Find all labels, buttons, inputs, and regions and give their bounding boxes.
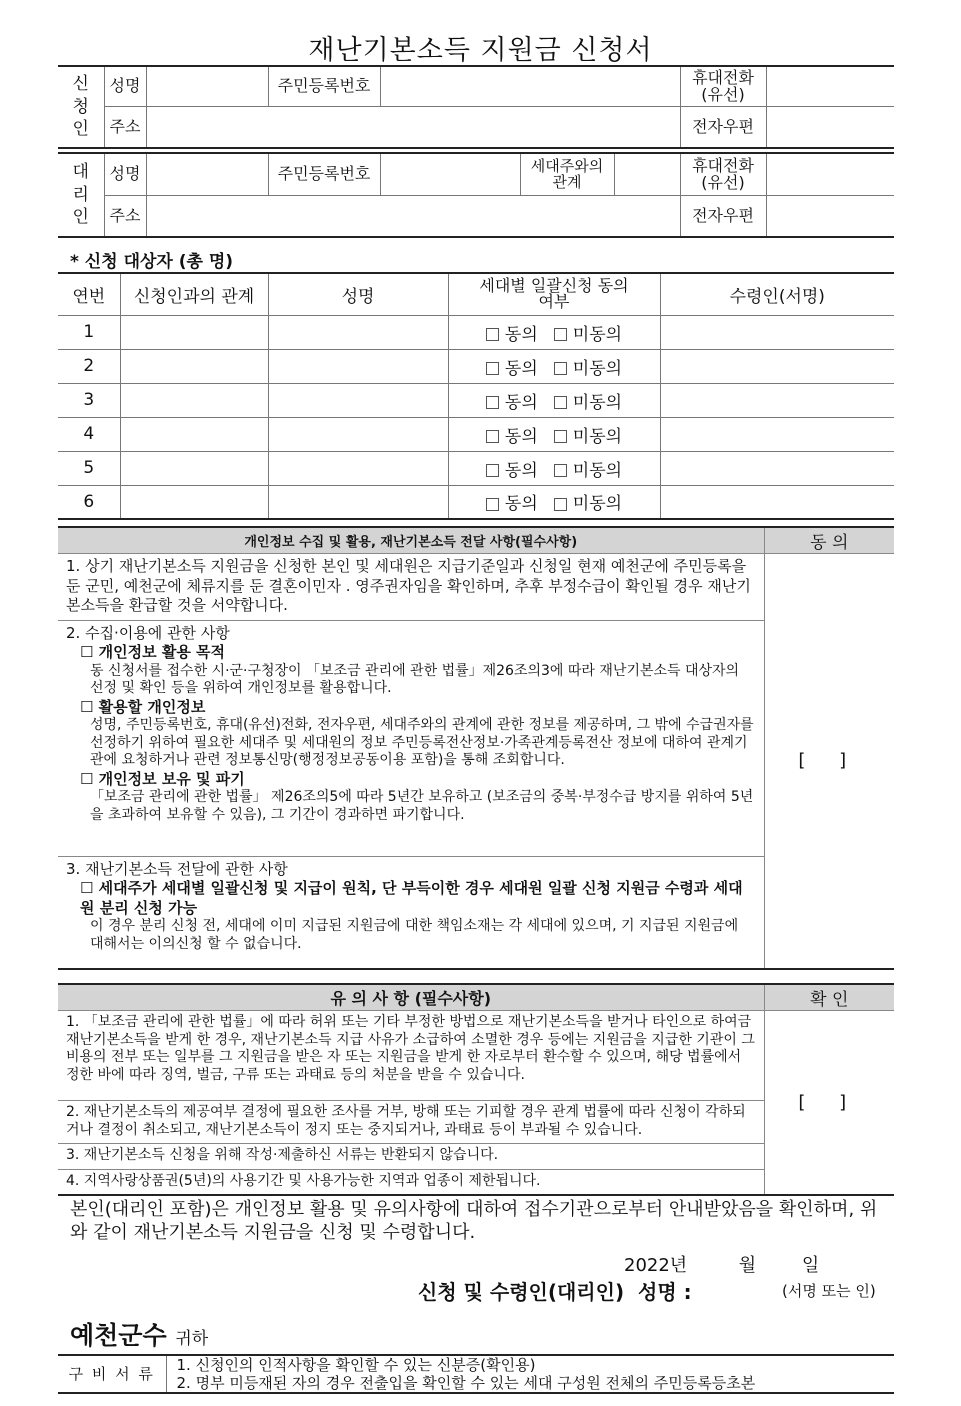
agent-table xyxy=(58,152,894,238)
applicant-email-field[interactable] xyxy=(766,106,894,148)
row-number: 5 xyxy=(58,451,120,485)
agree-label: 동의 xyxy=(504,460,538,481)
s2-title: 2. 수집·이용에 관한 사항 xyxy=(66,623,230,642)
col-header-name: 성명 xyxy=(268,273,448,315)
signature-label: 신청 및 수령인(대리인) 성명 : xyxy=(418,1280,692,1304)
agent-relation-label: 세대주와의 관계 xyxy=(520,153,614,195)
agent-label: 대 리 인 xyxy=(58,153,104,237)
applicant-address-label: 주소 xyxy=(104,106,146,148)
recipient-cell[interactable] xyxy=(660,417,894,451)
table-row xyxy=(58,383,894,417)
s2-purpose-body: 동 신청서를 접수한 시·군·구청장이 「보조금 관리에 관한 법률」제26조의3에 따라 재난기본소득 대상자의 선정 및 확인 등을 위하여 개인정보를 활용합니다. xyxy=(90,662,740,696)
s2-retention-body: 「보조금 관리에 관한 법률」 제26조의5에 따라 5년간 보유하고 (보조금의 중복·부정수급 방지를 위하여 5년을 초과하여 보유할 수 있음), 그 기간이 경과하면 파기합니다. xyxy=(90,789,754,823)
name-cell[interactable] xyxy=(268,315,448,349)
row-number: 6 xyxy=(58,485,120,519)
agree-label: 동의 xyxy=(504,324,538,345)
privacy-consent-checkbox[interactable]: [ ] xyxy=(764,554,894,969)
disagree-checkbox[interactable] xyxy=(554,362,567,375)
recipient-cell[interactable] xyxy=(660,383,894,417)
addressee xyxy=(70,1316,208,1352)
agent-address-field[interactable] xyxy=(146,195,680,237)
consent-cell xyxy=(448,383,660,417)
required-documents xyxy=(58,1354,894,1394)
relation-cell[interactable] xyxy=(120,451,268,485)
relation-cell[interactable] xyxy=(120,349,268,383)
addressee-name: 예천군수 xyxy=(70,1321,167,1350)
target-table xyxy=(58,272,894,520)
disagree-checkbox[interactable] xyxy=(554,498,567,511)
disagree-label: 미동의 xyxy=(572,324,623,345)
applicant-table xyxy=(58,65,894,149)
privacy-table xyxy=(58,526,894,970)
relation-cell[interactable] xyxy=(120,383,268,417)
applicant-rrn-label: 주민등록번호 xyxy=(268,66,380,106)
agree-checkbox[interactable] xyxy=(486,362,499,375)
disagree-checkbox[interactable] xyxy=(554,430,567,443)
sign-note: (서명 또는 인) xyxy=(782,1282,876,1300)
form-title: 재난기본소득 지원금 신청서 xyxy=(308,35,653,66)
s3-body: 이 경우 분리 신청 전, 세대에 이미 지급된 지원금에 대한 책임소재는 각 세대에 있으며, 기 지급된 지원금에 대해서는 이의신청 할 수 없습니다. xyxy=(90,918,739,952)
recipient-cell[interactable] xyxy=(660,485,894,519)
agent-address-label: 주소 xyxy=(104,195,146,237)
target-count: * 신청 대상자 (총 명) xyxy=(70,252,234,272)
applicant-email-label: 전자우편 xyxy=(680,106,766,148)
s2-info-body: 성명, 주민등록번호, 휴대(유선)전화, 전자우편, 세대주와의 관계에 관한 정보를 제공하며, 그 밖에 수급권자를 선정하기 위하여 필요한 세대주 및 세대원의 정보 주민등록전산정보·가족관계등록전산 정보에 대하여 관계기관에 요청하거나 관련 정보통신망(행정정보공동이용 포함)을 통해 조회합니다. xyxy=(90,717,754,768)
consent-cell xyxy=(448,417,660,451)
applicant-address-field[interactable] xyxy=(146,106,680,148)
agent-name-field[interactable] xyxy=(146,153,268,195)
col-header-consent: 세대별 일괄신청 동의여부 xyxy=(448,273,660,315)
consent-header: 동 의 xyxy=(764,527,894,554)
agree-checkbox[interactable] xyxy=(486,464,499,477)
table-row xyxy=(58,349,894,383)
document-item: 2. 명부 미등재된 자의 경우 전출입을 확인할 수 있는 세대 구성원 전체의 주민등록등초본 xyxy=(176,1374,756,1392)
notice-item-3: 3. 재난기본소득 신청을 위해 작성·제출하신 서류는 반환되지 않습니다. xyxy=(58,1144,764,1170)
name-cell[interactable] xyxy=(268,349,448,383)
s2-purpose-title: ☐ 개인정보 활용 목적 xyxy=(80,643,226,661)
relation-cell[interactable] xyxy=(120,485,268,519)
agree-checkbox[interactable] xyxy=(486,430,499,443)
applicant-name-field[interactable] xyxy=(146,66,268,106)
applicant-phone-field[interactable] xyxy=(766,66,894,106)
s3-rule: ☐ 세대주가 세대별 일괄신청 및 지급이 원칙, 단 부득이한 경우 세대원 일괄 신청 지원금 수령과 세대원 분리 신청 가능 xyxy=(80,879,743,917)
agree-label: 동의 xyxy=(504,494,538,515)
s2-info-title: ☐ 활용할 개인정보 xyxy=(80,697,206,716)
privacy-item-1: 1. 상기 재난기본소득 지원금을 신청한 본인 및 세대원은 지급기준일과 신청일 현재 예천군에 주민등록을 둔 군민, 예천군에 체류지를 둔 결혼이민자 . 영주권자임을 확인하며, 추후 부정수급이 확인될 경우 재난기본소득을 환급할 것을 서약합니다. xyxy=(58,554,764,621)
name-cell[interactable] xyxy=(268,417,448,451)
addressee-suffix: 귀하 xyxy=(175,1329,209,1349)
s3-title: 3. 재난기본소득 전달에 관한 사항 xyxy=(66,859,288,878)
recipient-cell[interactable] xyxy=(660,315,894,349)
agree-label: 동의 xyxy=(504,358,538,379)
disagree-label: 미동의 xyxy=(572,460,623,481)
documents-label: 구 비 서 류 xyxy=(58,1355,166,1393)
privacy-header: 개인정보 수집 및 활용, 재난기본소득 전달 사항(필수사항) xyxy=(58,527,764,554)
privacy-item-3 xyxy=(58,856,764,969)
row-number: 1 xyxy=(58,315,120,349)
application-date[interactable]: 2022년 월 일 xyxy=(624,1255,820,1276)
notice-item-4: 4. 지역사랑상품권(5년)의 사용기간 및 사용가능한 지역과 업종이 제한됩니다. xyxy=(58,1169,764,1195)
privacy-item-2 xyxy=(58,620,764,856)
consent-cell xyxy=(448,485,660,519)
table-row xyxy=(58,451,894,485)
disagree-checkbox[interactable] xyxy=(554,328,567,341)
agent-email-label: 전자우편 xyxy=(680,195,766,237)
consent-cell xyxy=(448,349,660,383)
disagree-checkbox[interactable] xyxy=(554,464,567,477)
disagree-label: 미동의 xyxy=(572,494,623,515)
confirmation-statement: 본인(대리인 포함)은 개인정보 활용 및 유의사항에 대하여 접수기관으로부터 안내받았음을 확인하며, 위와 같이 재난기본소득 지원금을 신청 및 수령합니다. xyxy=(70,1199,878,1244)
notice-table xyxy=(58,983,894,1196)
disagree-label: 미동의 xyxy=(572,426,623,447)
name-cell[interactable] xyxy=(268,383,448,417)
agent-name-label: 성명 xyxy=(104,153,146,195)
notice-item-2: 2. 재난기본소득의 제공여부 결정에 필요한 조사를 거부, 방해 또는 기피할 경우 관계 법률에 따라 신청이 각하되거나 결정이 취소되고, 재난기본소득이 정지 또는 중지되거나, 과태료 등이 부과될 수 있습니다. xyxy=(58,1101,764,1144)
agree-label: 동의 xyxy=(504,426,538,447)
agent-rrn-label: 주민등록번호 xyxy=(268,153,380,195)
col-header-relation: 신청인과의 관계 xyxy=(120,273,268,315)
s2-retention-title: ☐ 개인정보 보유 및 파기 xyxy=(80,769,245,788)
col-header-number: 연번 xyxy=(58,273,120,315)
row-number: 4 xyxy=(58,417,120,451)
notice-item-1: 1. 「보조금 관리에 관한 법률」에 따라 허위 또는 기타 부정한 방법으로 재난기본소득을 받거나 타인으로 하여금 재난기본소득을 받게 한 경우, 재난기본소득 지급 사유가 소급하여 소멸한 경우 등에는 지원금을 지급한 기관이 그 비용의 전부 또는 일부를 그 지원금을 받은 자 또는 지원금을 받게 한 자로부터 환수할 수 있으며, 해당 법률에서 정한 바에 따라 징역, 벌금, 구류 또는 과태료 등의 처분을 받을 수 있습니다. xyxy=(58,1011,764,1101)
agree-label: 동의 xyxy=(504,392,538,413)
applicant-label: 신 청 인 xyxy=(58,66,104,148)
applicant-phone-label: 휴대전화 (유선) xyxy=(680,66,766,106)
notice-header: 유 의 사 항 (필수사항) xyxy=(58,984,764,1011)
consent-cell xyxy=(448,315,660,349)
agree-checkbox[interactable] xyxy=(486,396,499,409)
confirm-header: 확 인 xyxy=(764,984,894,1011)
documents-list xyxy=(166,1355,894,1393)
table-row xyxy=(58,417,894,451)
document-item: 1. 신청인의 인적사항을 확인할 수 있는 신분증(확인용) xyxy=(176,1356,536,1374)
recipient-cell[interactable] xyxy=(660,451,894,485)
name-cell[interactable] xyxy=(268,451,448,485)
agent-phone-label: 휴대전화 (유선) xyxy=(680,153,766,195)
agent-email-field[interactable] xyxy=(766,195,894,237)
row-number: 2 xyxy=(58,349,120,383)
relation-cell[interactable] xyxy=(120,417,268,451)
disagree-checkbox[interactable] xyxy=(554,396,567,409)
relation-cell[interactable] xyxy=(120,315,268,349)
agent-relation-field[interactable] xyxy=(614,153,680,195)
table-row xyxy=(58,315,894,349)
agent-rrn-field[interactable] xyxy=(380,153,520,195)
consent-cell xyxy=(448,451,660,485)
applicant-rrn-field[interactable] xyxy=(380,66,680,106)
agent-phone-field[interactable] xyxy=(766,153,894,195)
agree-checkbox[interactable] xyxy=(486,328,499,341)
disagree-label: 미동의 xyxy=(572,392,623,413)
agree-checkbox[interactable] xyxy=(486,498,499,511)
applicant-name-label: 성명 xyxy=(104,66,146,106)
notice-confirm-checkbox[interactable]: [ ] xyxy=(764,1011,894,1196)
recipient-cell[interactable] xyxy=(660,349,894,383)
name-cell[interactable] xyxy=(268,485,448,519)
disagree-label: 미동의 xyxy=(572,358,623,379)
row-number: 3 xyxy=(58,383,120,417)
col-header-recipient: 수령인(서명) xyxy=(660,273,894,315)
table-row xyxy=(58,485,894,519)
